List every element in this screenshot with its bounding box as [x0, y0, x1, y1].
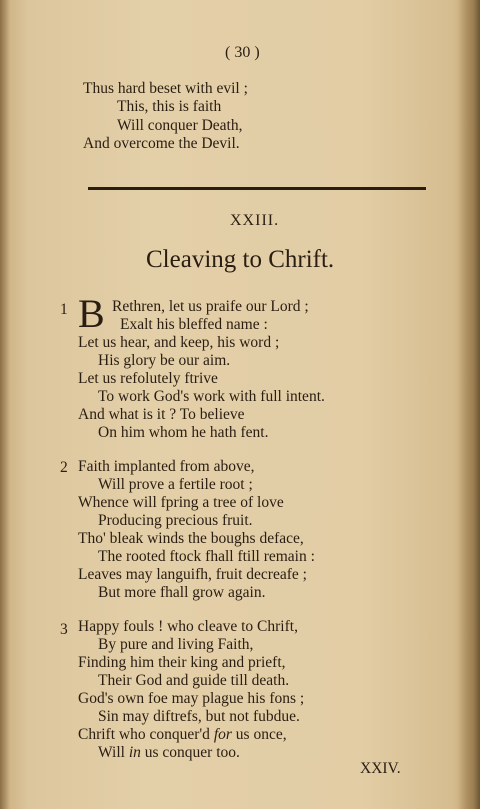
stanza-number: 3	[60, 621, 68, 638]
italic-word: for	[213, 726, 232, 743]
drop-cap: B	[78, 291, 105, 336]
line-text: Will	[98, 744, 129, 761]
page-edge-shadow-left	[0, 0, 10, 809]
stanza-line: Whence will fpring a tree of love	[78, 494, 284, 511]
stanza-line: And what is it ? To believe	[78, 406, 245, 423]
hymn-numeral: XXIII.	[230, 212, 280, 229]
hymn-title: Cleaving to Chrift.	[146, 246, 335, 273]
stanza-line: To work God's work with full intent.	[98, 388, 325, 405]
stanza-line: By pure and living Faith,	[98, 636, 254, 653]
stanza-line: Rethren, let us praife our Lord ;	[112, 298, 309, 315]
stanza-line: Leaves may languifh, fruit decreafe ;	[78, 566, 307, 583]
stanza-line: Their God and guide till death.	[98, 672, 290, 689]
section-rule	[88, 187, 426, 190]
stanza-line: But more fhall grow again.	[98, 584, 266, 601]
verse-line: Will conquer Death,	[117, 117, 243, 134]
verse-line: Thus hard beset with evil ;	[83, 80, 248, 97]
stanza-line: Let us hear, and keep, his word ;	[78, 334, 280, 351]
stanza-line: Producing precious fruit.	[98, 512, 253, 529]
stanza-line	[78, 726, 287, 744]
line-text: us conquer too.	[140, 744, 240, 761]
page-number: ( 30 )	[225, 44, 260, 61]
page-edge-shadow-right	[458, 0, 480, 809]
stanza-line: Finding him their king and prieft,	[78, 654, 286, 671]
stanza-line: Happy fouls ! who cleave to Chrift,	[78, 618, 298, 635]
stanza-line: His glory be our aim.	[98, 352, 231, 369]
stanza-line: Faith implanted from above,	[78, 458, 255, 475]
line-text: Chrift who conquer'd	[78, 726, 214, 743]
stanza-line: The rooted ftock fhall ftill remain :	[98, 548, 315, 565]
stanza-line: Sin may diftrefs, but not fubdue.	[98, 708, 300, 725]
catchword: XXIV.	[360, 760, 401, 777]
stanza-line: God's own foe may plague his fons ;	[78, 690, 305, 707]
verse-line: And overcome the Devil.	[83, 135, 240, 152]
stanza-line: Will prove a fertile root ;	[98, 476, 253, 493]
verse-line: This, this is faith	[117, 98, 222, 115]
line-text: us once,	[231, 726, 287, 743]
stanza-line: Let us refolutely ftrive	[78, 370, 218, 387]
italic-word: in	[128, 744, 141, 761]
stanza-number: 1	[60, 301, 68, 318]
stanza-number: 2	[60, 459, 68, 476]
stanza-line: On him whom he hath fent.	[98, 424, 269, 441]
stanza-line	[98, 744, 240, 762]
stanza-line: Exalt his bleffed name :	[120, 316, 268, 333]
stanza-line: Tho' bleak winds the boughs deface,	[78, 530, 304, 547]
